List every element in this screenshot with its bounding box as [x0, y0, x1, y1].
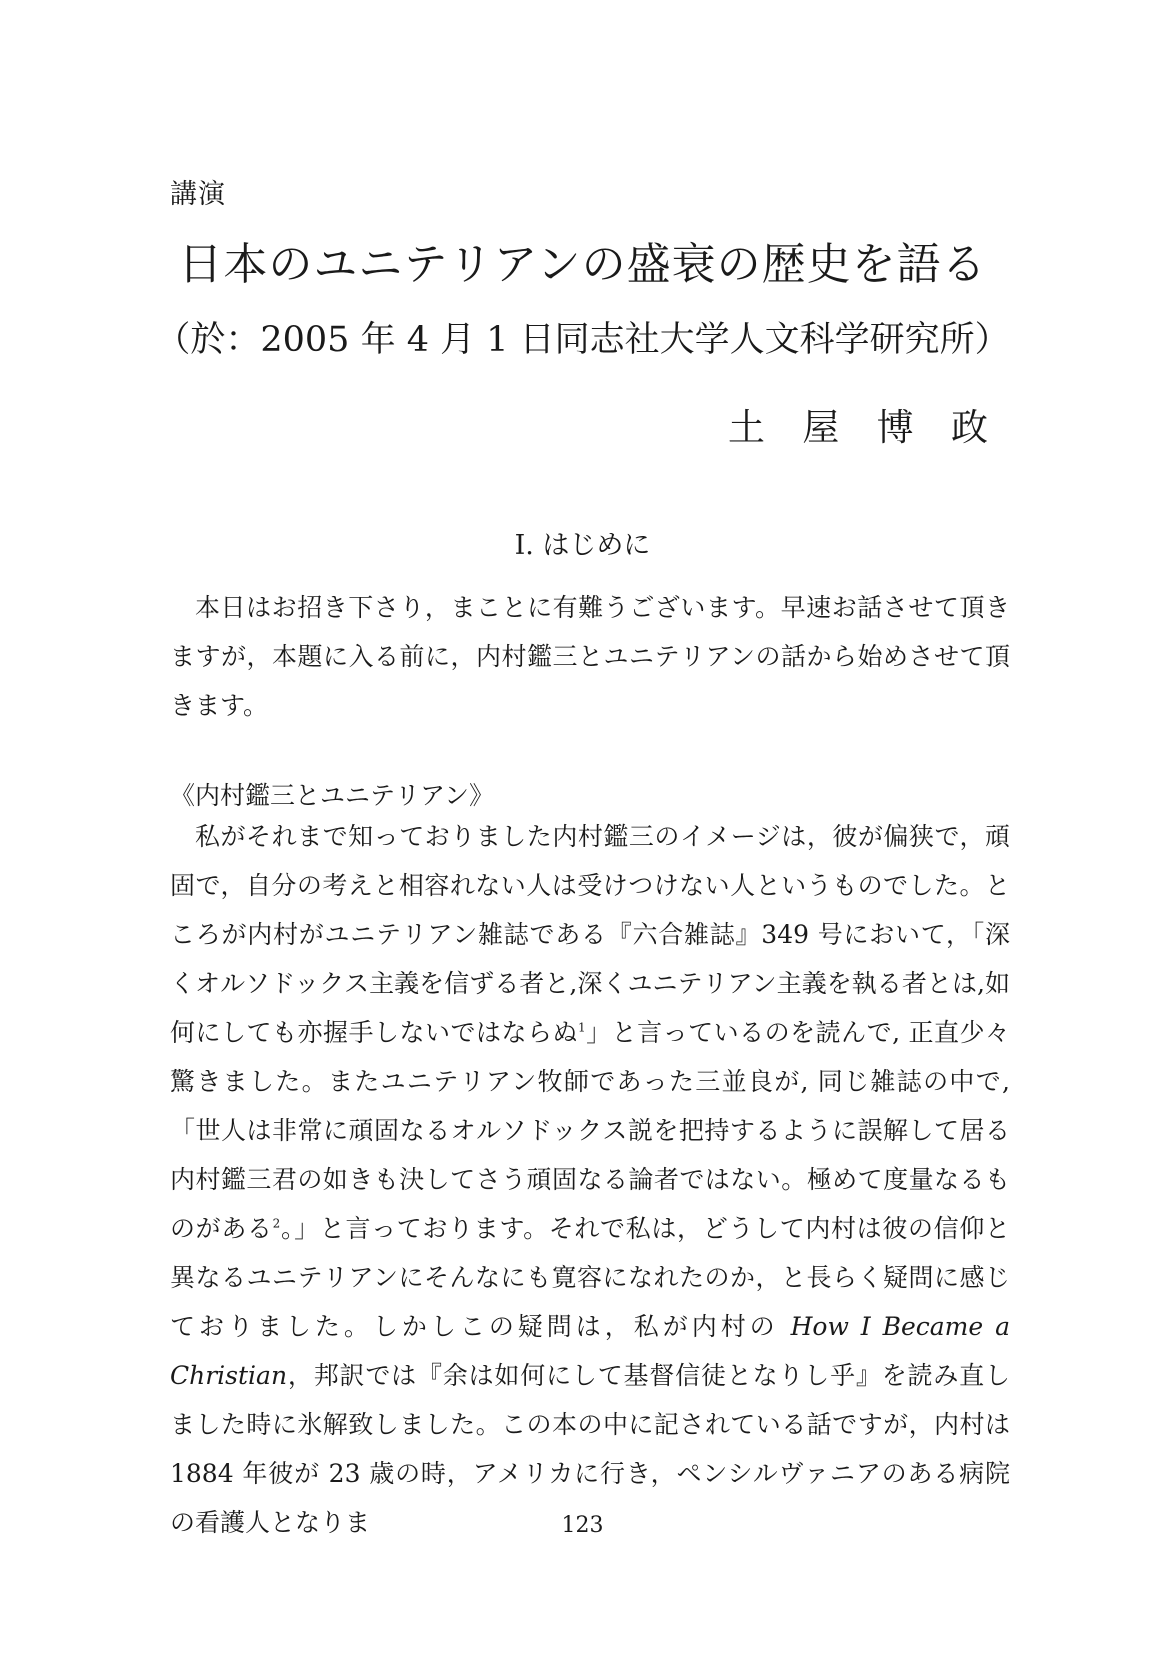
- body-text-part: ，邦訳では『余は如何にして基督信徒となりし乎』を読み直しました時に氷解致しました。この本の中に記されている話ですが，内村は 1884 年彼が 23 歳の時，アメリカに行き，ペンシルヴァニアのある病院の看護人となりま: [170, 1361, 1010, 1537]
- body-text-part: 」と言っているのを読んで, 正直少々驚きました。またユニテリアン牧師であった三並良が, 同じ雑誌の中で,「世人は非常に頑固なるオルソドックス説を把持するように誤解して居る内村鑑三君の如きも決してさう頑固なる論者ではない。極めて度量なるものがある: [170, 1018, 1010, 1243]
- author-char: 政: [950, 406, 988, 449]
- intro-paragraph: 本日はお招き下さり，まことに有難うございます。早速お話させて頂きますが，本題に入る前に，内村鑑三とユニテリアンの話から始めさせて頂きます。: [170, 593, 1010, 720]
- author-char: 博: [876, 406, 914, 449]
- subsection-heading: 《内村鑑三とユニテリアン》: [170, 781, 495, 810]
- body-paragraph: [170, 812, 1010, 1547]
- article-title: 日本のユニテリアンの盛衰の歴史を語る: [178, 239, 987, 290]
- article-type-label: 講演: [170, 179, 226, 210]
- author-name: [728, 397, 988, 451]
- article-subtitle: （於：2005 年 4 月 1 日同志社大学人文科学研究所）: [155, 320, 1010, 360]
- author-char: 屋: [802, 406, 840, 449]
- section-heading: I. はじめに: [514, 530, 651, 561]
- author-char: 土: [728, 406, 765, 449]
- book-title: How I Became a Christian: [170, 1312, 1010, 1390]
- footnote-ref: 1: [577, 1020, 586, 1035]
- body-text-part: 。」と言っております。それで私は，どうして内村は彼の信仰と異なるユニテリアンにそんなにも寛容になれたのか，と長らく疑問に感じておりました。しかしこの疑問は，私が内村の: [170, 1214, 1010, 1341]
- footnote-ref: 2: [272, 1216, 281, 1231]
- page-number: 123: [561, 1513, 604, 1538]
- body-text-part: 私がそれまで知っておりました内村鑑三のイメージは，彼が偏狭で，頑固で，自分の考えと相容れない人は受けつけない人というものでした。ところが内村がユニテリアン雑誌である『六合雑誌』349 号において，「深くオルソドックス主義を信ずる者と,深くユニテリアン主義を執る者とは,如何にしても亦握手しないではならぬ: [170, 822, 1010, 1047]
